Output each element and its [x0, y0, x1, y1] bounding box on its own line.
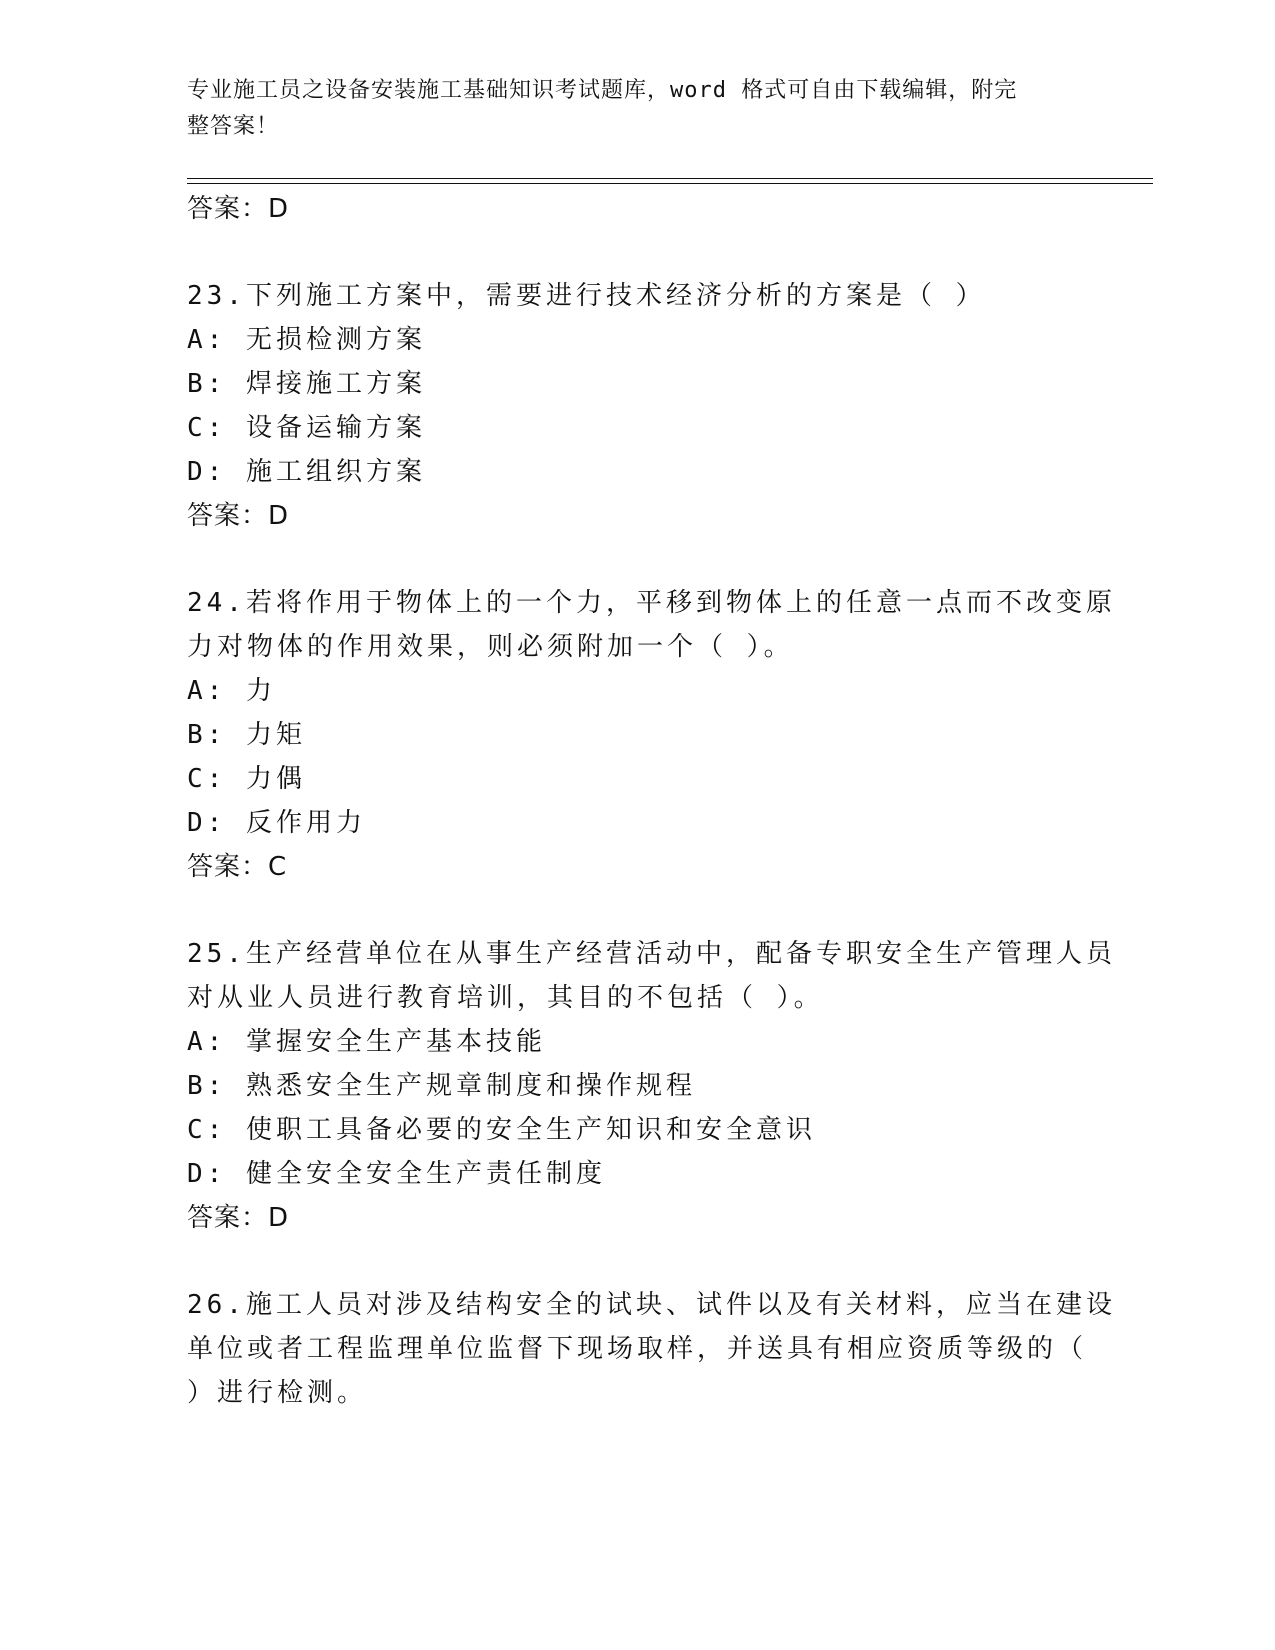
question-26-stem-line-3: ）进行检测。: [187, 1378, 368, 1408]
question-25-answer: 答案：D: [187, 1203, 290, 1233]
question-25-stem-line-1: 25.生产经营单位在从事生产经营活动中，配备专职安全生产管理人员: [187, 939, 1116, 969]
question-23-option-d: D: 施工组织方案: [187, 457, 426, 487]
question-23-option-a: A: 无损检测方案: [187, 325, 426, 355]
question-25-option-d: D: 健全安全安全生产责任制度: [187, 1159, 606, 1189]
question-25-stem-line-2: 对从业人员进行教育培训，其目的不包括（ ）。: [187, 983, 824, 1013]
question-24-stem-line-2: 力对物体的作用效果，则必须附加一个（ ）。: [187, 632, 794, 662]
question-26-stem-line-2: 单位或者工程监理单位监督下现场取样，并送具有相应资质等级的（: [187, 1334, 1088, 1364]
question-26-stem-line-1: 26.施工人员对涉及结构安全的试块、试件以及有关材料，应当在建设: [187, 1290, 1116, 1320]
question-25-option-b: B: 熟悉安全生产规章制度和操作规程: [187, 1071, 696, 1101]
question-24-stem-line-1: 24.若将作用于物体上的一个力，平移到物体上的任意一点而不改变原: [187, 588, 1116, 618]
question-25-option-c: C: 使职工具备必要的安全生产知识和安全意识: [187, 1115, 816, 1145]
question-24-option-d: D: 反作用力: [187, 808, 366, 838]
question-23-stem-line-1: 23.下列施工方案中，需要进行技术经济分析的方案是（ ）: [187, 281, 986, 311]
question-24-option-b: B: 力矩: [187, 720, 306, 750]
header-line-2: 整答案！: [187, 114, 280, 139]
question-23-answer: 答案：D: [187, 501, 290, 531]
document-header: [187, 73, 1067, 145]
prev-answer: 答案：D: [187, 194, 290, 224]
question-24-option-c: C: 力偶: [187, 764, 306, 794]
question-24-option-a: A: 力: [187, 676, 276, 706]
question-24-answer: 答案：C: [187, 852, 288, 882]
header-divider-top: [187, 178, 1153, 179]
header-divider-bottom: [187, 183, 1153, 184]
question-23-option-c: C: 设备运输方案: [187, 413, 426, 443]
header-line-1: 专业施工员之设备安装施工基础知识考试题库，word 格式可自由下载编辑，附完: [187, 78, 1018, 103]
question-25-option-a: A: 掌握安全生产基本技能: [187, 1027, 546, 1057]
question-23-option-b: B: 焊接施工方案: [187, 369, 426, 399]
